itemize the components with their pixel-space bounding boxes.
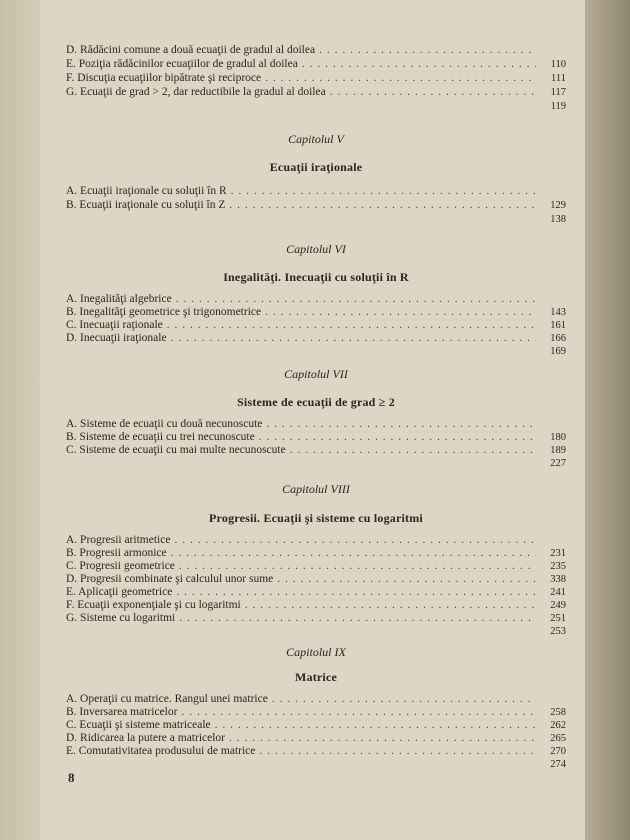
- toc-entry-page: 129: [550, 200, 566, 211]
- section-title: Ecuaţii iraţionale: [269, 160, 363, 174]
- toc-entry-page: 231: [550, 548, 566, 559]
- leader-dots: [215, 719, 536, 732]
- toc-entry-label: D. Inecuaţii iraţionale: [66, 332, 167, 344]
- toc-entry: [66, 625, 566, 638]
- leader-dots: [245, 599, 536, 612]
- toc-entry: [66, 534, 566, 547]
- toc-entry: [66, 58, 566, 71]
- toc-entry-page: 338: [550, 574, 566, 585]
- toc-entry: [66, 612, 566, 625]
- toc-entry-page: 251: [550, 613, 566, 624]
- leader-dots: [179, 612, 536, 625]
- toc-entry: [66, 345, 566, 358]
- leader-dots: [179, 560, 536, 573]
- toc-entry: [66, 693, 566, 706]
- toc-entry: [66, 418, 566, 431]
- toc-entry-label: F. Ecuaţii exponenţiale şi cu logaritmi: [66, 599, 241, 611]
- toc-entry: [66, 547, 566, 560]
- toc-entry: [66, 44, 566, 57]
- leader-dots: [171, 547, 536, 560]
- toc-entry-label: F. Discuţia ecuaţiilor bipătrate şi reciproce: [66, 72, 262, 84]
- toc-entry-page: 249: [550, 600, 566, 611]
- toc-entry-label: G. Ecuaţii de grad > 2, dar reductibile la gradul al doilea: [66, 86, 326, 98]
- page-left-edge: [0, 0, 40, 840]
- toc-entry-label: C. Inecuaţii raţionale: [66, 319, 163, 331]
- section-title: Matrice: [294, 670, 338, 684]
- toc-entry: [66, 706, 566, 719]
- toc-entry-label: B. Ecuaţii iraţionale cu soluţii în Z: [66, 199, 226, 211]
- toc-entry-page: 258: [550, 707, 566, 718]
- toc-entry-page: 119: [550, 101, 566, 112]
- toc-entry-label: E. Poziţia rădăcinilor ecuaţiilor de gradul al doilea: [66, 58, 298, 70]
- toc-entry-label: D. Progresii combinate şi calculul unor sume: [66, 573, 274, 585]
- toc-entry-label: B. Inversarea matricelor: [66, 706, 178, 718]
- leader-dots: [330, 86, 536, 99]
- toc-entry-page: 117: [550, 87, 566, 98]
- toc-entry-page: 169: [550, 346, 566, 357]
- leader-dots: [231, 185, 536, 198]
- toc-entry-label: A. Progresii aritmetice: [66, 534, 171, 546]
- toc-entry: [66, 72, 566, 85]
- toc-entry: [66, 213, 566, 226]
- toc-entry-page: 110: [550, 59, 566, 70]
- toc-entry: [66, 586, 566, 599]
- leader-dots: [272, 693, 536, 706]
- section-title: Progresii. Ecuaţii şi sisteme cu logaritmi: [209, 511, 423, 525]
- leader-dots: [259, 745, 536, 758]
- leader-dots: [174, 534, 536, 547]
- toc-entry-label: E. Aplicaţii geometrice: [66, 586, 173, 598]
- leader-dots: [265, 306, 536, 319]
- toc-entry: [66, 185, 566, 198]
- leader-dots: [167, 319, 536, 332]
- leader-dots: [181, 706, 536, 719]
- toc-entry-label: A. Ecuaţii iraţionale cu soluţii în R: [66, 185, 227, 197]
- toc-entry: [66, 293, 566, 306]
- chapter-heading: Capitolul VI: [286, 242, 346, 256]
- toc-entry: [66, 100, 566, 113]
- toc-entry: [66, 457, 566, 470]
- toc-entry: [66, 86, 566, 99]
- leader-dots: [229, 732, 536, 745]
- toc-entry: [66, 431, 566, 444]
- toc-entry: [66, 745, 566, 758]
- toc-entry-label: B. Progresii armonice: [66, 547, 167, 559]
- toc-entry-page: 235: [550, 561, 566, 572]
- leader-dots: [176, 293, 536, 306]
- toc-entry-page: 274: [550, 759, 566, 770]
- toc-entry-page: 111: [551, 73, 566, 84]
- leader-dots: [259, 431, 536, 444]
- page-number: 8: [68, 770, 75, 785]
- leader-dots: [265, 72, 536, 85]
- toc-entry-page: 227: [550, 458, 566, 469]
- toc-entry-label: C. Sisteme de ecuaţii cu mai multe necunoscute: [66, 444, 286, 456]
- toc-entry-page: 241: [550, 587, 566, 598]
- section-title: Inegalităţi. Inecuaţii cu soluţii în R: [223, 270, 409, 284]
- leader-dots: [290, 444, 536, 457]
- toc-entry-label: E. Comutativitatea produsului de matrice: [66, 745, 256, 757]
- toc-entry-page: 253: [550, 626, 566, 637]
- chapter-heading: Capitolul IX: [286, 645, 346, 659]
- leader-dots: [229, 199, 536, 212]
- toc-entry: [66, 719, 566, 732]
- toc-entry: [66, 758, 566, 771]
- toc-entry: [66, 732, 566, 745]
- toc-entry-page: 161: [550, 320, 566, 331]
- toc-entry: [66, 332, 566, 345]
- toc-entry-label: C. Progresii geometrice: [66, 560, 175, 572]
- toc-entry-label: B. Inegalităţi geometrice şi trigonometrice: [66, 306, 262, 318]
- toc-entry-page: 143: [550, 307, 566, 318]
- leader-dots: [266, 418, 536, 431]
- toc-entry-label: G. Sisteme cu logaritmi: [66, 612, 176, 624]
- toc-entry-label: B. Sisteme de ecuaţii cu trei necunoscute: [66, 431, 255, 443]
- toc-entry-label: A. Inegalităţi algebrice: [66, 293, 172, 305]
- toc-entry-label: A. Sisteme de ecuaţii cu două necunoscute: [66, 418, 263, 430]
- toc-entry-page: 262: [550, 720, 566, 731]
- toc-entry: [66, 599, 566, 612]
- leader-dots: [302, 58, 536, 71]
- toc-entry-page: 189: [550, 445, 566, 456]
- book-gutter: [585, 0, 630, 840]
- toc-entry: [66, 560, 566, 573]
- chapter-heading: Capitolul VIII: [282, 482, 350, 496]
- toc-entry: [66, 319, 566, 332]
- toc-entry: [66, 306, 566, 319]
- toc-entry-label: C. Ecuaţii şi sisteme matriceale: [66, 719, 211, 731]
- toc-entry-label: D. Rădăcini comune a două ecuaţii de gradul al doilea: [66, 44, 316, 56]
- toc-entry-page: 270: [550, 746, 566, 757]
- chapter-heading: Capitolul VII: [284, 367, 348, 381]
- chapter-heading: Capitolul V: [288, 132, 344, 146]
- leader-dots: [277, 573, 536, 586]
- toc-entry-page: 265: [550, 733, 566, 744]
- toc-entry: [66, 444, 566, 457]
- toc-entry-page: 138: [550, 214, 566, 225]
- section-title: Sisteme de ecuaţii de grad ≥ 2: [237, 395, 395, 409]
- toc-entry-page: 166: [550, 333, 566, 344]
- toc-entry: [66, 199, 566, 212]
- toc-entry-page: 180: [550, 432, 566, 443]
- toc-entry: [66, 573, 566, 586]
- toc-entry-label: D. Ridicarea la putere a matricelor: [66, 732, 226, 744]
- leader-dots: [176, 586, 536, 599]
- leader-dots: [319, 44, 536, 57]
- toc-entry-label: A. Operaţii cu matrice. Rangul unei matrice: [66, 693, 268, 705]
- leader-dots: [171, 332, 536, 345]
